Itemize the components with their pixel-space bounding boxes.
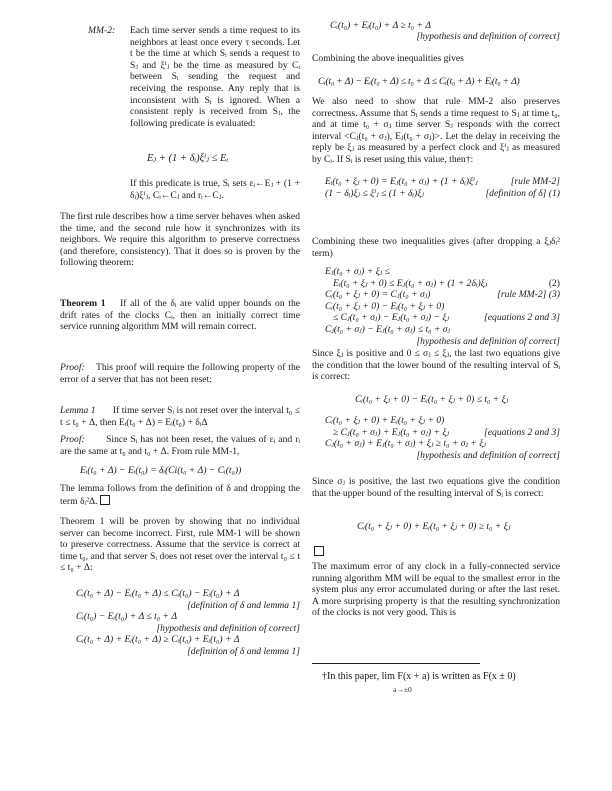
- equation-note: [hypothesis and definition of correct]: [416, 335, 560, 347]
- theorem-1-body: If all of the δᵢ are valid upper bounds on the drift rates of the clocks Cᵢ, then an initially correct time service running algorithm MM will remain correct.: [60, 298, 300, 333]
- rule-mm2-label: MM-2:: [88, 25, 116, 36]
- max-error-paragraph: The maximum error of any clock in a fully-connected service running algorithm MM will be equal to the smallest error in the system plus any error accumulated during or after the last reset. A more surprising property is that the resulting synchronization of the clocks is not very good. This is: [312, 561, 560, 619]
- equation-note: [equations 2 and 3]: [484, 426, 560, 438]
- qed-box-icon: [100, 495, 110, 505]
- combining-two-text: Combining these two inequalities gives (after dropping a ξⱼδᵢ² term): [312, 236, 560, 259]
- equation-row: [325, 312, 560, 324]
- right-equation-list-2: [325, 266, 560, 347]
- equation-line: Eᵢ(t₀ + ξⱼ + 0) ≤ Eⱼ(t₀ + σⱼ) + (1 + 2δᵢ)ξⱼ: [333, 277, 488, 289]
- lemma-follows-sentence: The lemma follows from the definition of δ and dropping the term δᵢ²Δ.: [60, 483, 300, 507]
- mm2-correctness-paragraph: We also need to show that rule MM-2 also preserves correctness. Assume that Sᵢ sends a time request to Sⱼ at time t₀, and at time t₀ + σⱼ time server Sⱼ responds with the correct interval <Cⱼ(t₀ + σⱼ), Eⱼ(t₀ + σⱼ)>. Let the delay in receiving the reply be ξⱼ as measured by a perfect clock and ξⁱⱼ as measured by Cᵢ. If Sᵢ is reset using this value, then†:: [312, 96, 560, 165]
- predicate-equation: Eⱼ + (1 + δᵢ)ξⁱⱼ ≤ Eᵢ: [147, 153, 229, 164]
- equation-line: Cⱼ(t₀ + σⱼ) − Eⱼ(t₀ + σⱼ) ≤ t₀ + σⱼ: [325, 323, 451, 335]
- equation-line: Cᵢ(t₀ + ξⱼ + 0) + Eᵢ(t₀ + ξⱼ + 0): [325, 415, 445, 426]
- equation-row: [325, 438, 560, 450]
- proof-2-body: Since Sᵢ has not been reset, the values of εᵢ and rᵢ are the same at t₀ and t₀ + Δ. From rule MM-1,: [60, 434, 300, 457]
- equation-line: Cⱼ(t₀ + σⱼ) + Eⱼ(t₀ + σⱼ) + ξⱼ ≥ t₀ + σⱼ + ξⱼ: [325, 438, 486, 450]
- equation-line: Cᵢ(t₀ + ξⱼ + 0) − Eᵢ(t₀ + ξⱼ + 0): [325, 300, 445, 312]
- equation-row: [325, 188, 560, 200]
- since-sigma-paragraph: Since σⱼ is positive, the last two equations give the condition that the upper bound of the resulting interval of Sᵢ is correct:: [312, 476, 560, 499]
- right-equation-list-1: [325, 176, 560, 199]
- equation-row: [325, 278, 560, 290]
- equation-row: [325, 289, 560, 301]
- since-xi-paragraph: Since ξⱼ is positive and 0 ≤ σⱼ ≤ ξⱼ, the last two equations give the condition that the lower bound of the resulting interval of Sᵢ is correct:: [312, 348, 560, 383]
- equation-number: (2): [548, 277, 560, 289]
- equation-line: Cᵢ(t₀ + ξⱼ + 0) = Cⱼ(t₀ + σⱼ): [325, 289, 431, 301]
- first-rule-paragraph: The first rule describes how a time server behaves when asked the time, and the second rule how it synchronizes with its neighbors. We require this algorithm to preserve correctness (and therefore, consistency). That it does so is proven by the following theorem:: [60, 211, 300, 269]
- equation-note: [hypothesis and definition of correct]: [416, 449, 560, 461]
- footnote-rule: [312, 663, 480, 664]
- right-top-note: [hypothesis and definition of correct]: [416, 31, 560, 42]
- predicate-true-text: If this predicate is true, Sᵢ sets εᵢ←Eⱼ + (1 + δᵢ)ξⁱⱼ, Cᵢ←Cⱼ and rᵢ←Cⱼ.: [130, 178, 300, 201]
- proof-label: Proof:: [60, 362, 85, 373]
- equation-line: Eᵢ(t₀ + ξⱼ + 0) = Eⱼ(t₀ + σⱼ) + (1 + δᵢ)ξⁱⱼ: [325, 176, 478, 187]
- combined-equation: Cᵢ(t₀ + Δ) − Eᵢ(t₀ + Δ) ≤ t₀ + Δ ≤ Cᵢ(t₀ + Δ) + Eᵢ(t₀ + Δ): [318, 76, 520, 87]
- equation-row: [325, 176, 560, 188]
- equation-line: ≤ Cⱼ(t₀ + σⱼ) − Eⱼ(t₀ + σⱼ) − ξⱼ: [333, 312, 450, 324]
- lower-bound-equation: Cᵢ(t₀ + ξⱼ + 0) − Eᵢ(t₀ + ξⱼ + 0) ≤ t₀ + ξⱼ: [355, 394, 509, 405]
- equation-note: [definition of δ] (1): [485, 187, 560, 199]
- proof-2-label: Proof:: [60, 434, 85, 445]
- equation-row: [325, 427, 560, 439]
- equation-row: [325, 324, 560, 336]
- equation-line: Cᵢ(t₀ + Δ) − Eᵢ(t₀ + Δ) ≤ Cᵢ(t₀) − Eᵢ(t₀) + Δ: [76, 588, 240, 599]
- lemma-1-body: If time server Sᵢ is not reset over the interval t₀ ≤ t ≤ t₀ + Δ, then Eᵢ(t₀ + Δ) = Eᵢ(t₀) + δᵢΔ: [60, 405, 301, 428]
- left-equation-list: [76, 588, 300, 658]
- equation-note: [rule MM-2] (3): [497, 289, 560, 301]
- theorem-1-label: Theorem 1: [60, 298, 106, 309]
- equation-note: [definition of δ and lemma 1]: [187, 645, 300, 657]
- lemma-1: [60, 405, 300, 428]
- equation-row: [325, 415, 560, 427]
- proof-body: This proof will require the following property of the error of a server that has not been reset:: [60, 362, 300, 385]
- equation-note: [equations 2 and 3]: [484, 312, 560, 324]
- footnote: †In this paper, lim F(x + a) is written as F(x ± 0): [322, 671, 516, 682]
- lemma-equation: Eᵢ(t₀ + Δ) − Eᵢ(t₀) = δᵢ(Ci(t₀ + Δ) − Cᵢ(t₀)): [80, 465, 242, 476]
- equation-line: Cᵢ(t₀ + Δ) + Eᵢ(t₀ + Δ) ≥ Cᵢ(t₀) + Eᵢ(t₀) + Δ: [76, 634, 240, 646]
- combining-text: Combining the above inequalities gives: [312, 53, 464, 64]
- lemma-1-label: Lemma 1: [60, 405, 96, 416]
- equation-note: [rule MM-2]: [510, 176, 560, 187]
- upper-bound-equation: Cᵢ(t₀ + ξⱼ + 0) + Eᵢ(t₀ + ξⱼ + 0) ≥ t₀ + ξⱼ: [357, 521, 511, 532]
- equation-row: [325, 266, 560, 278]
- right-top-equation: Cᵢ(t₀) + Eᵢ(t₀) + Δ ≥ t₀ + Δ: [330, 20, 432, 31]
- equation-line: Eⱼ(t₀ + σⱼ) + ξⱼ ≤: [325, 266, 390, 277]
- equation-line: ≥ Cⱼ(t₀ + σⱼ) + Eⱼ(t₀ + σⱼ) + ξⱼ: [333, 426, 450, 438]
- equation-note: [hypothesis and definition of correct]: [156, 622, 300, 634]
- theorem-1: [60, 298, 300, 333]
- equation-note: [definition of δ and lemma 1]: [187, 599, 300, 611]
- equation-row: [325, 301, 560, 313]
- lemma-follows-text: [60, 483, 300, 507]
- equation-line: (1 − δᵢ)ξⱼ ≤ ξⁱⱼ ≤ (1 + δᵢ)ξⱼ: [325, 187, 424, 199]
- right-equation-list-3: [325, 415, 560, 461]
- theorem-proof-paragraph: Theorem 1 will be proven by showing that no individual server can become incorrect. First, rule MM-1 will be shown to preserve correctness. Assume that the service is correct at time t₀, and that server Sᵢ does not reset over the interval t₀ ≤ t ≤ t₀ + Δ:: [60, 516, 300, 574]
- proof-1: [60, 362, 300, 385]
- proof-2: [60, 434, 300, 457]
- qed-box-icon: [314, 546, 324, 556]
- rule-mm2-body: Each time server sends a time request to its neighbors at least once every τ seconds. Let t be the time at which Sᵢ sends a request to Sⱼ and ξⁱⱼ be the time as measured by Cᵢ between Sᵢ sending the request and receiving the response. Any reply that is inconsistent with Sᵢ is ignored. When a consistent reply is received from Sⱼ, the following predicate is evaluated:: [130, 25, 300, 129]
- footnote-subscript: a→±0: [393, 685, 412, 694]
- equation-line: Cᵢ(t₀) − Eᵢ(t₀) + Δ ≤ t₀ + Δ: [76, 611, 178, 623]
